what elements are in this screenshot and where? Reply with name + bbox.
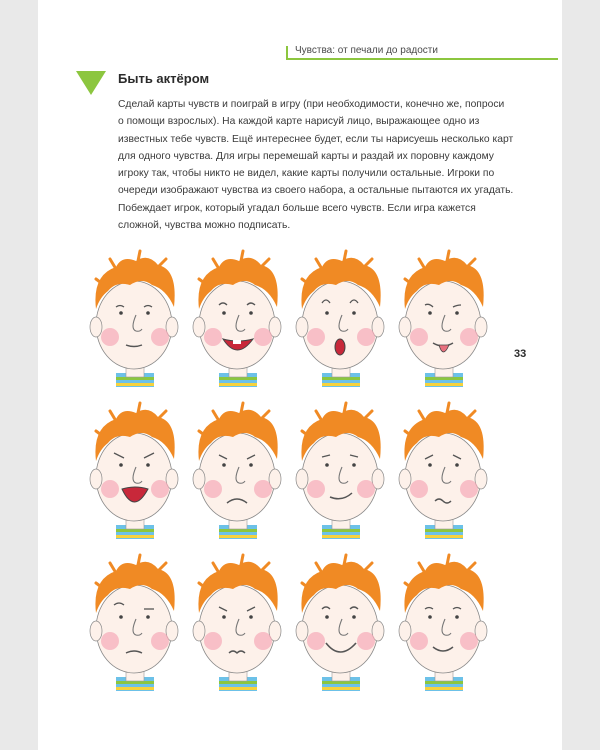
face-tongue-out bbox=[395, 245, 495, 395]
article-title: Быть актёром bbox=[118, 71, 210, 86]
article-line: Сделай карты чувств и поиграй в игру (при необходимости, конечно же, попроси bbox=[118, 99, 505, 110]
face-surprised bbox=[292, 245, 392, 395]
face-worried bbox=[395, 397, 495, 547]
section-header: Чувства: от печали до радости bbox=[295, 45, 438, 56]
face-skeptical bbox=[86, 549, 186, 699]
header-divider-line bbox=[286, 58, 558, 60]
face-laughing bbox=[189, 245, 289, 395]
article-line: игроку так, чтобы никто не видел, какие карты получили остальные. Игроки по bbox=[118, 168, 495, 180]
face-sad bbox=[189, 397, 289, 547]
article-line: известных тебе чувств. Ещё интереснее будет, если ты нарисуешь несколько карт bbox=[118, 133, 514, 145]
article-line: сложной, чувства можно подписать. bbox=[118, 220, 291, 232]
face-happy bbox=[292, 549, 392, 699]
face-smirk bbox=[292, 397, 392, 547]
face-content bbox=[395, 549, 495, 699]
face-shouting bbox=[86, 397, 186, 547]
face-neutral bbox=[86, 245, 186, 395]
article-body bbox=[118, 96, 514, 234]
article-line: для одного чувства. Для игры перемешай карты и раздай их поровну каждому bbox=[118, 150, 494, 162]
page-number: 33 bbox=[514, 348, 527, 360]
emotion-faces-grid bbox=[86, 245, 506, 715]
article-line: о помощи взрослых). На каждой карте нарисуй лицо, выражающее одно из bbox=[118, 116, 480, 128]
article-line: Побеждает игрок, который угадал больше всего чувств. Если игра кажется bbox=[118, 202, 476, 214]
article-line: очереди изображают чувства из своего набора, а остальные пытаются их угадать. bbox=[118, 185, 514, 197]
section-marker-icon bbox=[76, 71, 106, 95]
face-upset bbox=[189, 549, 289, 699]
